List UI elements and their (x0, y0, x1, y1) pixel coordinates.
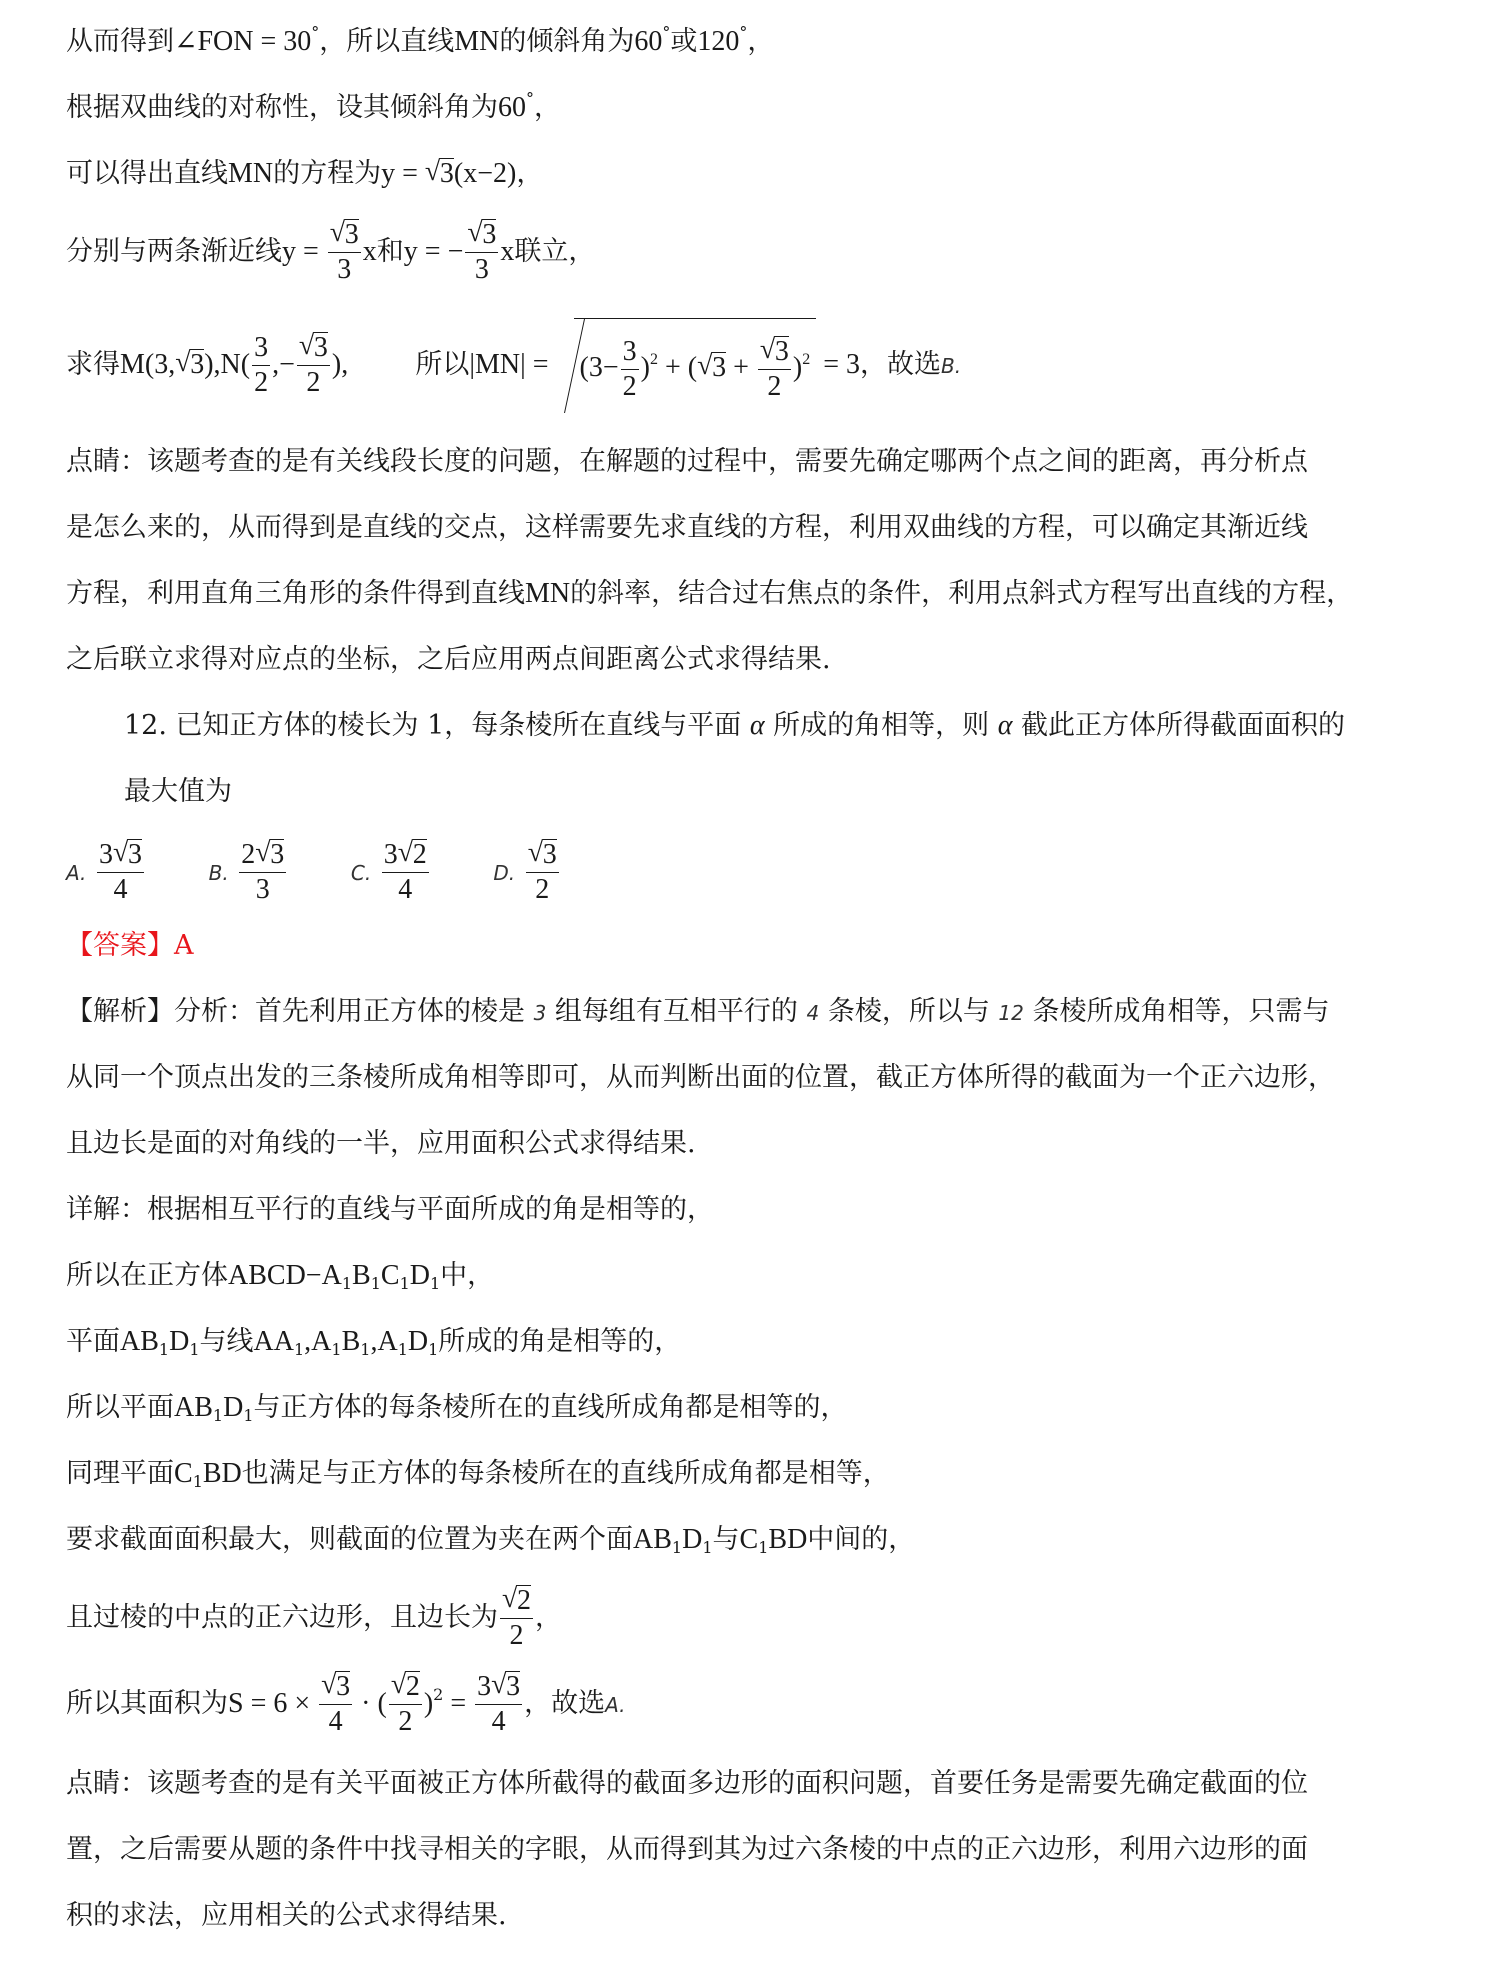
line-1 (66, 22, 774, 62)
line-21 (66, 1454, 890, 1494)
text: 点睛：该题考查的是有关平面被正方体所截得的截面多边形的面积问题，首要任务是需要先确定截面的位 (66, 1768, 1308, 1799)
math: 1 (243, 1406, 254, 1425)
text: 的方程为 (273, 158, 382, 189)
math: x (362, 236, 377, 267)
math: 3 (439, 158, 454, 189)
text: ， (535, 1602, 562, 1633)
math: 3 (533, 1001, 547, 1025)
line-5 (66, 318, 961, 413)
text: 的倾斜角为 (499, 26, 635, 57)
math: 2 (767, 371, 782, 403)
line-20 (66, 1388, 848, 1428)
text: ，故选 (524, 1688, 606, 1719)
math: MN (228, 158, 274, 189)
fraction (297, 331, 330, 400)
math: M(3, (120, 349, 176, 380)
option-b (209, 832, 289, 913)
math: 1 (189, 1340, 200, 1359)
math: 3 (337, 254, 352, 285)
text: 详解：根据相互平行的直线与平面所成的角是相等的， (66, 1194, 714, 1225)
option-a (66, 832, 146, 913)
math: ABCD−A (228, 1260, 342, 1291)
math: = 3 (816, 349, 861, 380)
math: 120 (697, 26, 740, 57)
math: 2 (622, 371, 637, 403)
text: 求得 (66, 349, 120, 380)
math: 3 (477, 1671, 492, 1702)
math: ) (423, 1688, 434, 1719)
fraction (252, 331, 270, 400)
math: 3 (506, 1671, 521, 1702)
fraction (465, 218, 498, 287)
question-12 (124, 706, 1345, 746)
option-d (493, 832, 560, 913)
line-27 (66, 1896, 507, 1936)
math: 3 (712, 352, 727, 383)
math: 12 (998, 1001, 1024, 1025)
text: 从同一个顶点出发的三条棱所成角相等即可，从而判断出面的位置，截正方体所得的截面为一个正六边形， (66, 1062, 1335, 1093)
math: MN (454, 26, 500, 57)
math: (3− (579, 352, 619, 383)
text: 最大值为 (124, 776, 232, 807)
math: 2 (650, 351, 658, 368)
text: 组每组有互相平行的 (546, 996, 807, 1027)
math: 2 (802, 351, 811, 368)
math: 4 (491, 1706, 506, 1737)
math: x (500, 236, 515, 267)
math: 3 (542, 839, 557, 870)
text: ， (516, 158, 544, 189)
fraction (328, 218, 361, 287)
math: 1 (293, 1340, 305, 1359)
math: 3 (336, 1671, 351, 1702)
text: 中， (440, 1260, 495, 1291)
math: ° (739, 23, 748, 42)
math: C (739, 1524, 759, 1555)
sqrt (425, 154, 454, 194)
math: 3 (252, 331, 270, 366)
math: ) (792, 352, 803, 383)
text: 的斜率，结合过右焦点的条件，利用点斜式方程写出直线的方程， (570, 578, 1354, 609)
text: 条棱，所以与 (819, 996, 999, 1027)
math: 4 (113, 874, 128, 905)
text: 点睛：该题考查的是有关线段长度的问题，在解题的过程中，需要先确定哪两个点之间的距离，再分析点 (66, 446, 1308, 477)
math: (x−2) (453, 158, 517, 189)
math: ° (311, 23, 320, 42)
fraction (500, 1584, 533, 1653)
math: 3 (255, 874, 270, 905)
math: 3 (128, 839, 143, 870)
answer-options (66, 832, 615, 913)
text: 同理平面 (66, 1458, 174, 1489)
math: 3 (774, 336, 789, 368)
math: + (726, 352, 756, 383)
option-label: C. (350, 861, 372, 885)
line-9 (66, 640, 831, 680)
question-12-cont (124, 772, 232, 812)
option-c (351, 832, 431, 913)
math: ° (526, 89, 534, 108)
text: 所成的角相等，则 (764, 710, 998, 741)
math: ,A (304, 1326, 332, 1357)
math: 3 (190, 349, 205, 380)
line-22 (66, 1520, 915, 1560)
text: 所成的角是相等的， (438, 1326, 682, 1357)
text: 条棱所成角相等，只需与 (1023, 996, 1330, 1027)
math: + ( (658, 352, 698, 383)
math: 2 (412, 839, 427, 870)
math: 1 (331, 1340, 342, 1359)
math: α (997, 710, 1013, 741)
text: 所以 (415, 349, 470, 380)
math: y = − (403, 236, 464, 267)
text: 联立， (514, 236, 596, 267)
math: 2 (254, 367, 269, 398)
math: 2 (535, 874, 550, 905)
math: 3 (482, 219, 497, 250)
text: 截此正方体所得截面面积的 (1012, 710, 1346, 741)
text: 且过棱的中点的正六边形，且边长为 (66, 1602, 498, 1633)
text: 也满足与正方体的每条棱所在的直线所成角都是相等， (241, 1458, 890, 1489)
math: D (409, 1260, 430, 1291)
math: 4 (398, 874, 413, 905)
math: y = (381, 158, 425, 189)
text: 根据双曲线的对称性，设其倾斜角为 (66, 92, 498, 123)
math: 2 (306, 367, 321, 398)
fraction (475, 1670, 522, 1739)
line-4 (66, 212, 595, 292)
math: 60 (634, 26, 663, 57)
math: D (169, 1326, 190, 1357)
text: 从而得到 (66, 26, 174, 57)
line-25 (66, 1764, 1308, 1804)
fraction (389, 1670, 422, 1739)
math: ),N( (204, 349, 251, 380)
math: 2 (509, 1620, 524, 1651)
math: B. (941, 354, 962, 378)
math: 1 (158, 1340, 170, 1359)
text: 且边长是面的对角线的一半，应用面积公式求得结果. (66, 1128, 696, 1159)
math: 2 (517, 1585, 531, 1616)
line-18 (66, 1256, 494, 1296)
text: 方程，利用直角三角形的条件得到直线 (66, 578, 525, 609)
line-19 (66, 1322, 681, 1362)
text: ， (747, 26, 775, 57)
option-label: B. (208, 861, 229, 885)
math: 1 (758, 1538, 769, 1557)
text: ，所以直线 (319, 26, 455, 57)
line-17 (66, 1190, 714, 1230)
math: 4 (328, 1706, 343, 1737)
line-15 (66, 1058, 1335, 1098)
math: 3 (99, 839, 114, 870)
math: 1 (212, 1406, 224, 1425)
line-14 (66, 992, 1329, 1033)
math: 1 (370, 1274, 381, 1293)
line-2 (66, 88, 561, 128)
math: 3 (313, 332, 328, 363)
line-16 (66, 1124, 696, 1164)
text: 是怎么来的，从而得到是直线的交点，这样需要先求直线的方程，利用双曲线的方程，可以确定其渐近线 (66, 512, 1308, 543)
text: 平面 (66, 1326, 120, 1357)
math: S = 6 × (228, 1688, 318, 1719)
math: 1 (702, 1538, 713, 1557)
line-8 (66, 574, 1353, 614)
math: 2 (433, 1685, 444, 1704)
math: 1 (397, 1340, 408, 1359)
math: ), (331, 349, 349, 380)
line-6 (66, 442, 1308, 482)
math: B (341, 1326, 361, 1357)
line-26 (66, 1830, 1308, 1870)
math: y = (282, 236, 326, 267)
math: 2 (405, 1671, 420, 1702)
math: ,A (370, 1326, 398, 1357)
math: 3 (344, 219, 359, 250)
math: 1 (428, 1340, 439, 1359)
text: 【答案】A (66, 930, 194, 961)
sqrt (175, 320, 204, 410)
text: 和 (376, 236, 404, 267)
math: D (407, 1326, 429, 1357)
text: 【解析】分析：首先利用正方体的棱是 (66, 996, 534, 1027)
math: ∠FON = 30 (174, 26, 312, 57)
math: 2 (241, 839, 256, 870)
math: 60 (498, 92, 526, 123)
option-label: D. (493, 861, 516, 885)
text: 可以得出直线 (66, 158, 228, 189)
math: 1 (671, 1538, 683, 1557)
math: 4 (806, 1001, 820, 1025)
math: 1 (399, 1274, 410, 1293)
math: = (443, 1688, 474, 1719)
text: 分别与两条渐近线 (66, 236, 282, 267)
text: 置，之后需要从题的条件中找寻相关的字眼，从而得到其为过六条棱的中点的正六边形，利用六边形的面 (66, 1834, 1308, 1865)
math: 2 (398, 1706, 413, 1737)
line-7 (66, 508, 1308, 548)
text: 积的求法，应用相关的公式求得结果. (66, 1900, 507, 1931)
math: BD (768, 1524, 808, 1555)
math: AA (253, 1326, 294, 1357)
text: 所以在正方体 (66, 1260, 228, 1291)
text: 12. 已知正方体的棱长为 1，每条棱所在直线与平面 (124, 710, 750, 741)
math: 1 (360, 1340, 371, 1359)
math: ° (662, 23, 671, 42)
text: 与 (712, 1524, 740, 1555)
math: 3 (621, 335, 639, 370)
math: B (352, 1260, 371, 1291)
fraction (319, 1670, 352, 1739)
text: 与线 (199, 1326, 254, 1357)
math: A. (605, 1693, 626, 1717)
answer-key (66, 926, 194, 966)
math: AB (120, 1326, 159, 1357)
option-label: A. (66, 861, 87, 885)
math: D (223, 1392, 244, 1423)
math: D (682, 1524, 703, 1555)
math: · ( (354, 1688, 387, 1719)
text: 要求截面面积最大，则截面的位置为夹在两个面 (66, 1524, 633, 1555)
math: |MN| = (469, 349, 556, 380)
text: ， (534, 92, 561, 123)
math: 1 (192, 1472, 203, 1491)
math: 1 (429, 1274, 441, 1293)
math: AB (633, 1524, 672, 1555)
text: 中间的， (807, 1524, 916, 1555)
math: α (749, 710, 765, 741)
math: MN (525, 578, 571, 609)
math: 1 (341, 1274, 352, 1293)
text: 之后联立求得对应点的坐标，之后应用两点间距离公式求得结果. (66, 644, 831, 675)
math: ) (640, 352, 650, 383)
math: 3 (270, 839, 285, 870)
text: 所以其面积为 (66, 1688, 228, 1719)
text: 或 (670, 26, 698, 57)
big-sqrt (574, 318, 817, 413)
math: C (174, 1458, 193, 1489)
math: C (380, 1260, 400, 1291)
line-24 (66, 1664, 626, 1745)
math: 3 (474, 254, 489, 285)
math: 3 (383, 839, 398, 870)
line-3 (66, 154, 543, 194)
math: BD (202, 1458, 242, 1489)
text: ，故选 (860, 349, 942, 380)
line-23 (66, 1578, 562, 1658)
math: ,− (272, 349, 295, 380)
math: AB (174, 1392, 213, 1423)
text: 与正方体的每条棱所在的直线所成角都是相等的， (253, 1392, 848, 1423)
text: 所以平面 (66, 1392, 174, 1423)
